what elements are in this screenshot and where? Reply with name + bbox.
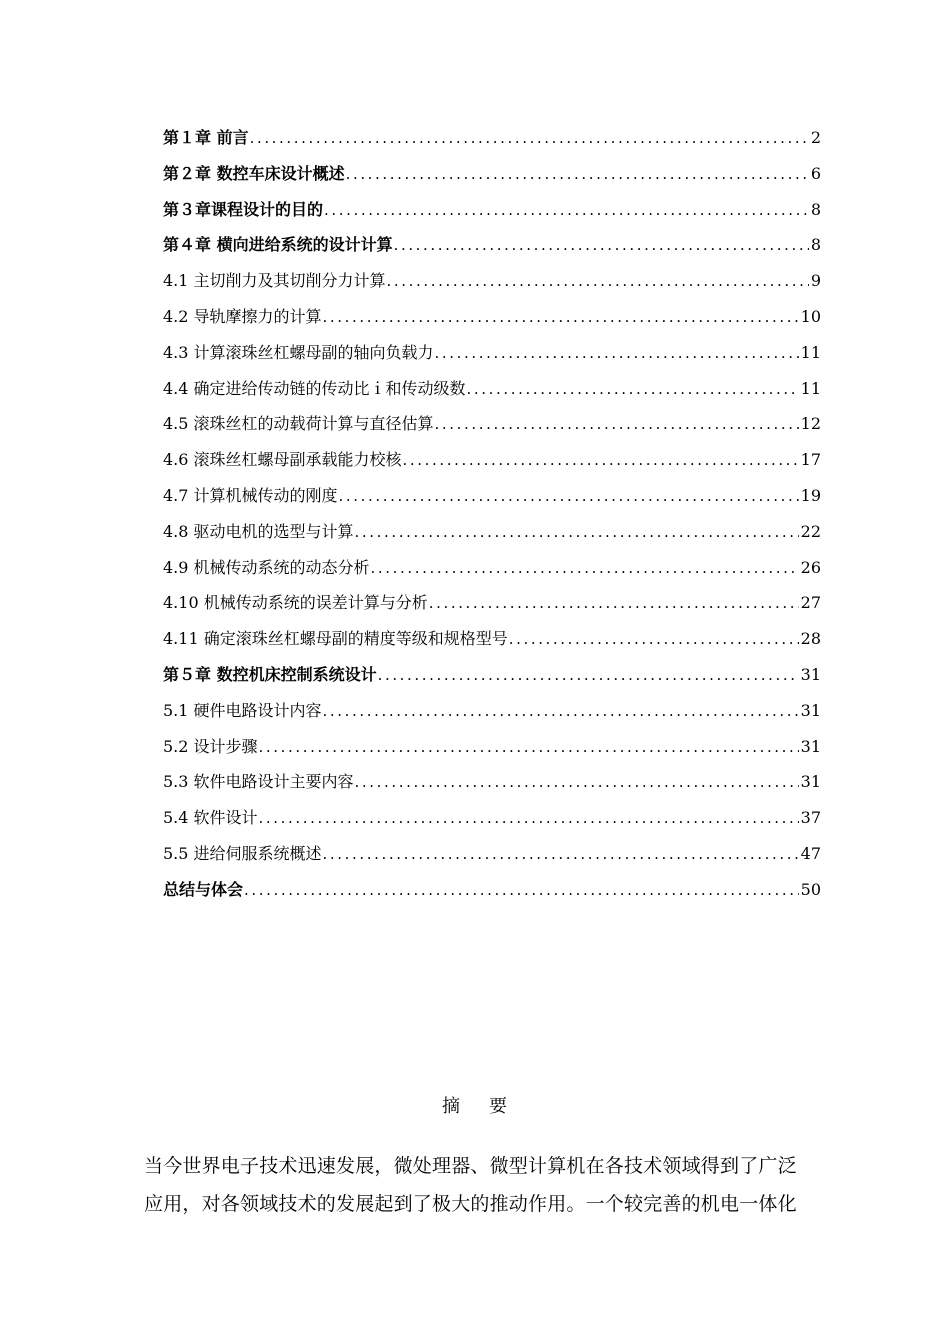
toc-dot-leader (435, 336, 799, 372)
abstract-line: 应用，对各领域技术的发展起到了极大的推动作用。一个较完善的机电一体化 (144, 1193, 797, 1215)
toc-page-number: 2 (810, 128, 821, 147)
toc-dot-leader (378, 658, 799, 694)
toc-page-number: 10 (800, 306, 821, 326)
toc-entry-title: 4.5 滚珠丝杠的动载荷计算与直径估算 (163, 414, 434, 434)
toc-section-entry[interactable] (163, 693, 821, 729)
toc-dot-leader (355, 765, 799, 801)
toc-entry-title: 总结与体会 (163, 879, 244, 899)
toc-page-number: 27 (800, 593, 821, 613)
abstract-heading-right: 要 (489, 1096, 508, 1117)
toc-entry-title: 4.1 主切削力及其切削分力计算 (163, 271, 386, 291)
toc-page-number: 8 (810, 235, 821, 255)
toc-page-number: 28 (800, 629, 821, 649)
toc-entry-title: 5.4 软件设计 (163, 808, 258, 828)
toc-chapter-entry[interactable] (163, 227, 821, 263)
toc-entry-title: 4.4 确定进给传动链的传动比ｉ和传动级数 (163, 378, 466, 398)
toc-chapter-entry[interactable] (163, 192, 821, 228)
toc-entry-title: 4.10 机械传动系统的误差计算与分析 (163, 593, 428, 613)
abstract-paragraph (144, 1147, 810, 1223)
toc-dot-leader (435, 407, 799, 443)
toc-chapter-entry[interactable] (163, 657, 821, 693)
toc-section-entry[interactable] (163, 729, 821, 765)
toc-chapter-entry[interactable] (163, 156, 821, 192)
toc-page-number: 11 (800, 378, 821, 398)
toc-dot-leader (339, 479, 799, 515)
toc-dot-leader (323, 694, 799, 730)
table-of-contents (163, 120, 821, 908)
toc-entry-title: 4.7 计算机械传动的刚度 (163, 485, 338, 505)
toc-page-number: 9 (810, 271, 821, 291)
toc-entry-title: 4.11 确定滚珠丝杠螺母副的精度等级和规格型号 (163, 629, 508, 649)
toc-dot-leader (259, 801, 799, 837)
toc-dot-leader (250, 121, 809, 157)
toc-page-number: 31 (800, 772, 821, 792)
toc-entry-title: 4.6 滚珠丝杠螺母副承载能力校核 (163, 450, 402, 470)
abstract-heading (0, 1092, 950, 1118)
toc-entry-title: 4.3 计算滚珠丝杠螺母副的轴向负载力 (163, 342, 434, 362)
toc-entry-title: 第４章 横向进给系统的设计计算 (163, 235, 393, 255)
toc-page-number: 37 (800, 808, 821, 828)
toc-entry-title: 第５章 数控机床控制系统设计 (163, 664, 377, 684)
toc-dot-leader (244, 873, 799, 909)
toc-page-number: 19 (800, 485, 821, 505)
toc-page-number: 31 (800, 700, 821, 720)
toc-dot-leader (394, 228, 809, 264)
toc-page-number: 31 (800, 664, 821, 684)
toc-page-number: 17 (800, 450, 821, 470)
toc-entry-title: 5.1 硬件电路设计内容 (163, 700, 322, 720)
toc-entry-title: 4.2 导轨摩擦力的计算 (163, 306, 322, 326)
toc-section-entry[interactable] (163, 406, 821, 442)
toc-entry-title: 4.8 驱动电机的选型与计算 (163, 521, 354, 541)
toc-page-number: 22 (800, 521, 821, 541)
toc-dot-leader (346, 157, 809, 193)
toc-section-entry[interactable] (163, 442, 821, 478)
toc-page-number: 11 (800, 342, 821, 362)
toc-section-entry[interactable] (163, 585, 821, 621)
toc-chapter-entry[interactable] (163, 120, 821, 156)
toc-dot-leader (324, 193, 809, 229)
toc-dot-leader (371, 551, 799, 587)
toc-section-entry[interactable] (163, 550, 821, 586)
toc-page-number: 31 (800, 736, 821, 756)
toc-section-entry[interactable] (163, 514, 821, 550)
toc-section-entry[interactable] (163, 335, 821, 371)
toc-section-entry[interactable] (163, 621, 821, 657)
toc-dot-leader (355, 515, 799, 551)
abstract-heading-left: 摘 (442, 1096, 461, 1117)
toc-entry-title: 4.9 机械传动系统的动态分析 (163, 557, 370, 577)
toc-dot-leader (323, 837, 799, 873)
toc-dot-leader (509, 622, 799, 658)
toc-entry-title: 5.3 软件电路设计主要内容 (163, 772, 354, 792)
toc-dot-leader (323, 300, 799, 336)
toc-page-number: 26 (800, 557, 821, 577)
toc-dot-leader (429, 586, 799, 622)
abstract-line: 当今世界电子技术迅速发展，微处理器、微型计算机在各技术领域得到了广泛 (144, 1155, 797, 1177)
toc-entry-title: 第２章 数控车床设计概述 (163, 163, 345, 183)
toc-entry-title: 第３章课程设计的目的 (163, 199, 324, 219)
toc-dot-leader (467, 372, 799, 408)
toc-entry-title: 第１章 前言 (163, 128, 249, 147)
toc-page-number: 12 (800, 414, 821, 434)
toc-page-number: 50 (800, 879, 821, 899)
toc-section-entry[interactable] (163, 478, 821, 514)
toc-entry-title: 5.5 进给伺服系统概述 (163, 843, 322, 863)
toc-dot-leader (259, 730, 799, 766)
toc-page-number: 8 (810, 199, 821, 219)
toc-section-entry[interactable] (163, 299, 821, 335)
toc-section-entry[interactable] (163, 800, 821, 836)
toc-section-entry[interactable] (163, 263, 821, 299)
toc-page-number: 6 (810, 163, 821, 183)
toc-section-entry[interactable] (163, 371, 821, 407)
toc-dot-leader (387, 264, 809, 300)
toc-entry-title: 5.2 设计步骤 (163, 736, 258, 756)
toc-section-entry[interactable] (163, 764, 821, 800)
toc-dot-leader (403, 443, 799, 479)
toc-page-number: 47 (800, 843, 821, 863)
toc-section-entry[interactable] (163, 836, 821, 872)
toc-chapter-entry[interactable] (163, 872, 821, 908)
